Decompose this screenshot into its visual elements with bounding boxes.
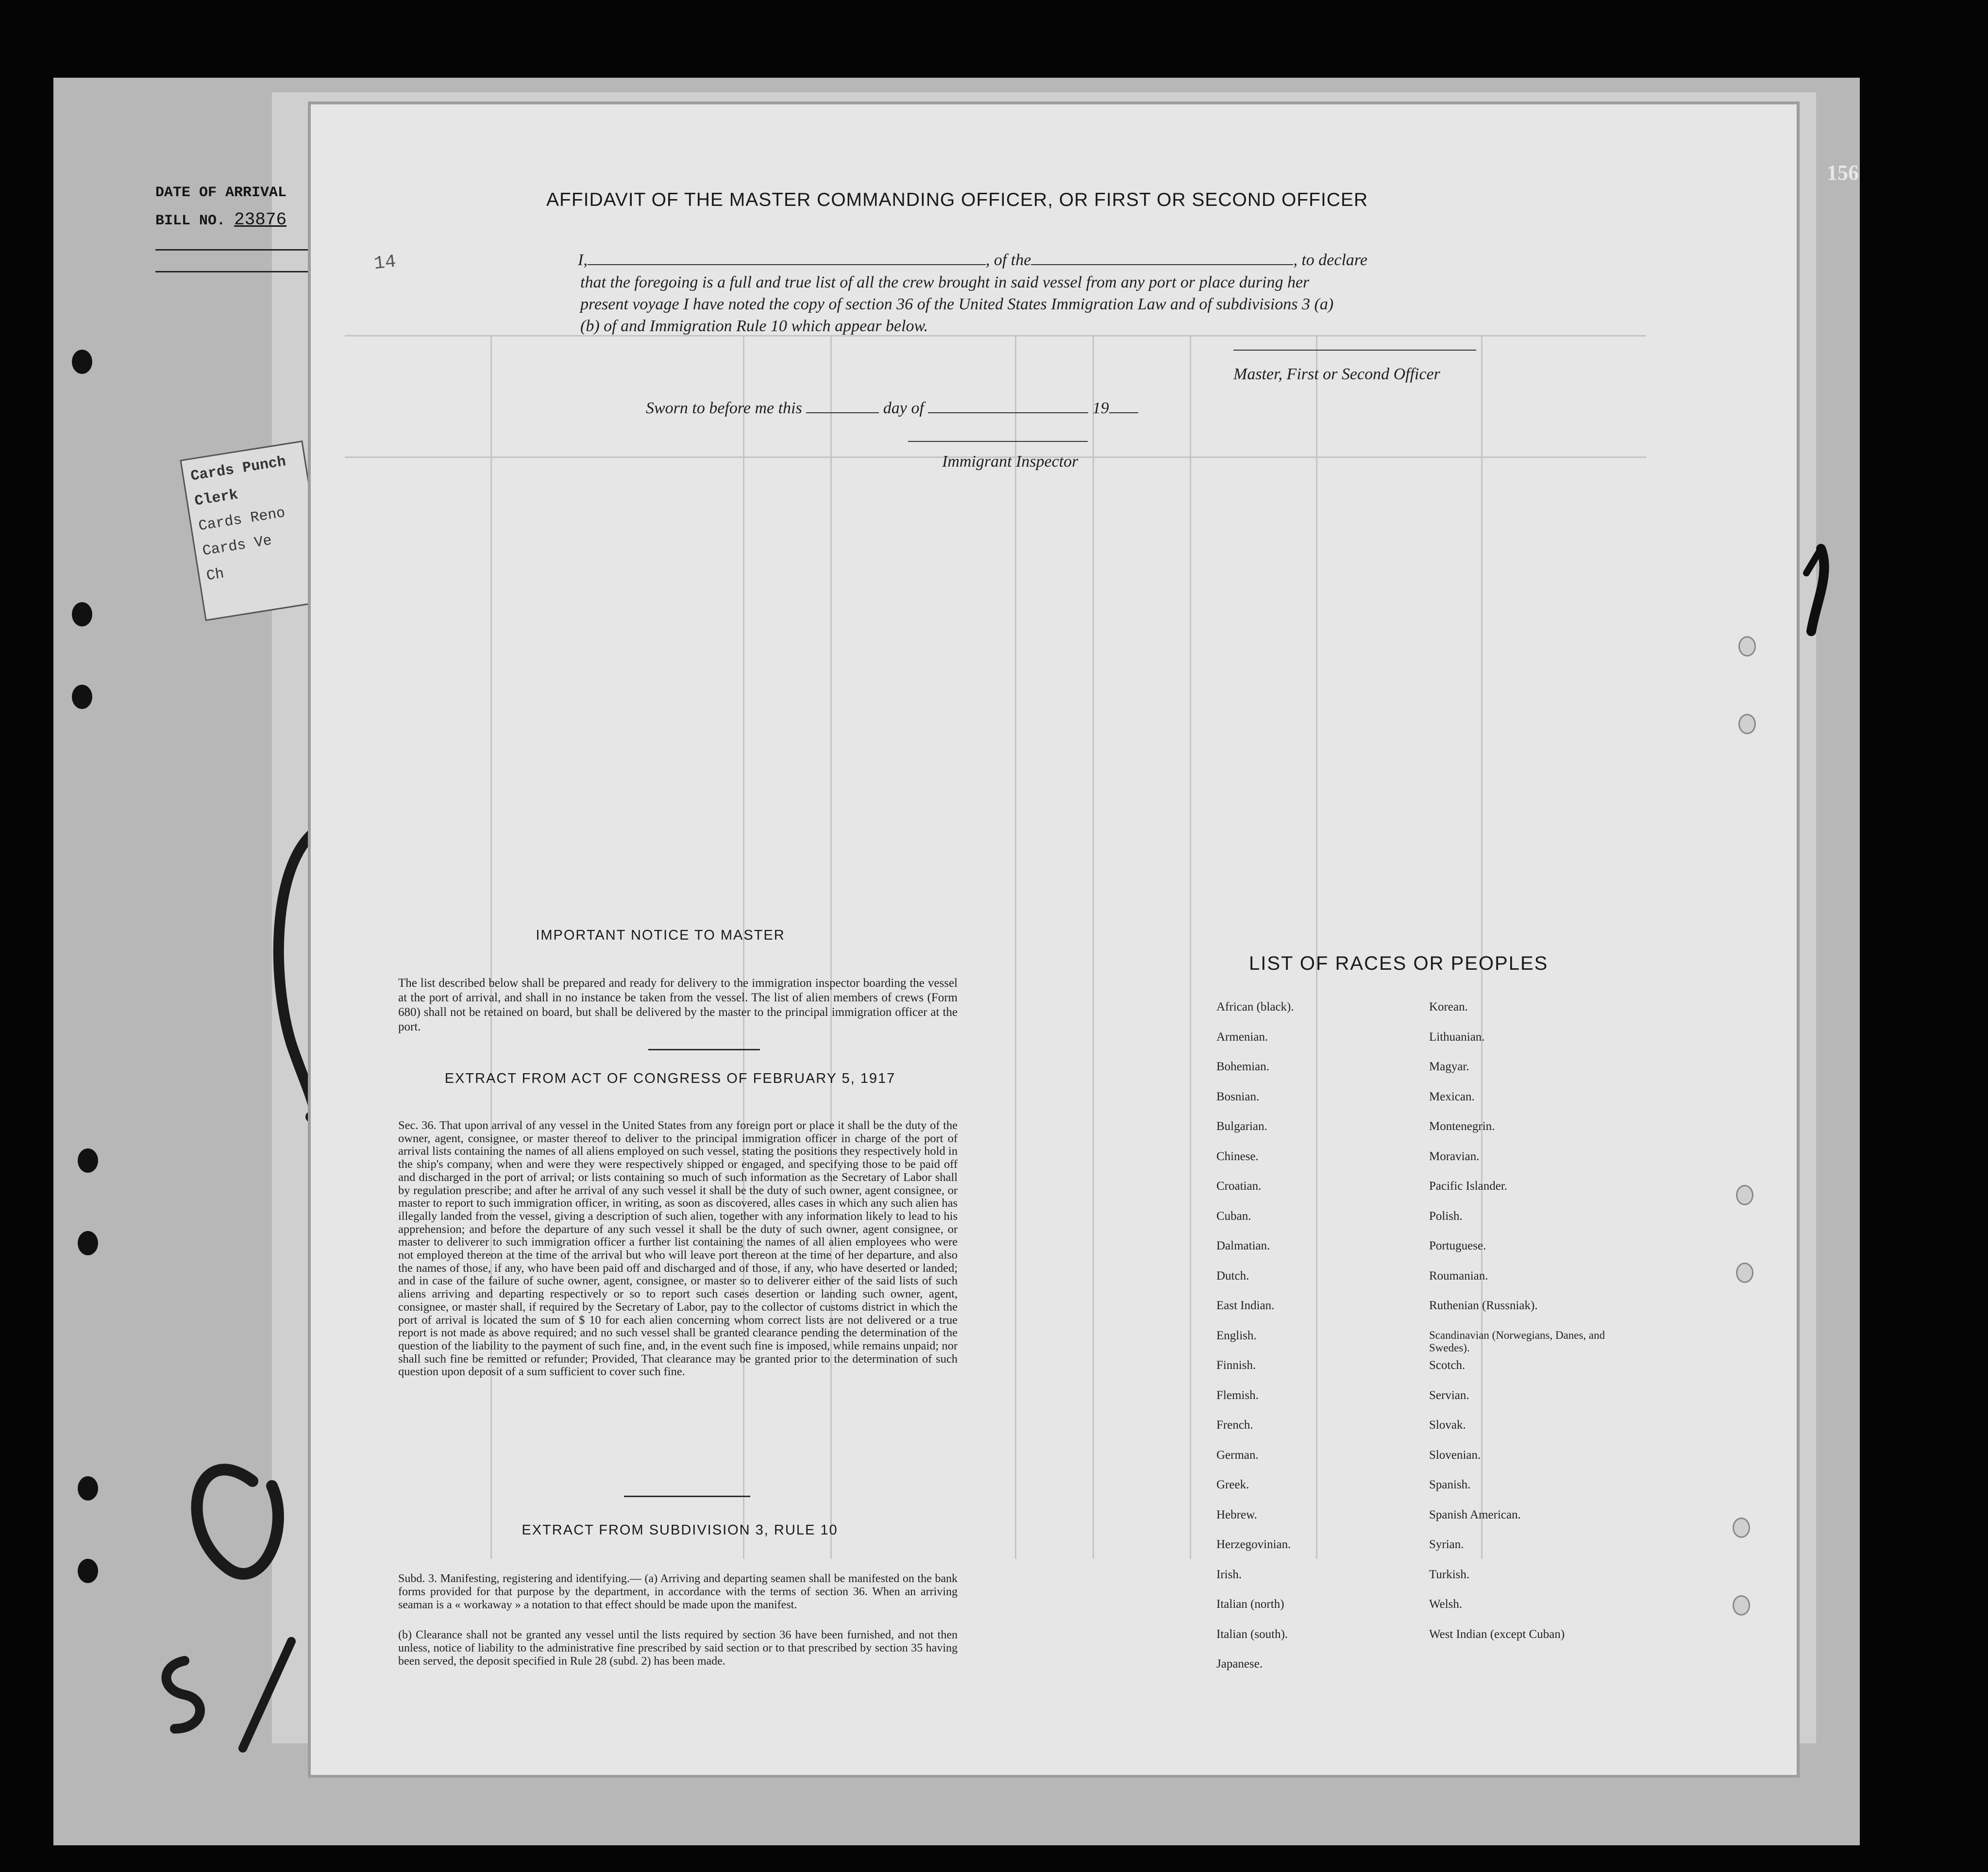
page-number: 156 xyxy=(1827,161,1859,185)
sworn-year: 19 xyxy=(1092,399,1109,417)
declaration-to-declare: , to declare xyxy=(1293,251,1367,269)
ghost-col xyxy=(1093,335,1094,1559)
inspector-signature-line[interactable] xyxy=(908,441,1088,442)
sworn-day-blank[interactable] xyxy=(806,412,879,413)
race-item: Armenian. xyxy=(1216,1030,1268,1044)
race-item: Korean. xyxy=(1429,1000,1468,1013)
race-item: Welsh. xyxy=(1429,1598,1463,1611)
race-item: East Indian. xyxy=(1216,1299,1275,1312)
races-column-2 xyxy=(1429,1000,1643,1657)
affidavit-title: AFFIDAVIT OF THE MASTER COMMANDING OFFICER, OR FIRST OR SECOND OFFICER xyxy=(546,189,1368,210)
declaration-line-2: that the foregoing is a full and true list of all the crew brought in said vessel from any port or place during her xyxy=(580,273,1310,291)
sheet-ring xyxy=(1736,1263,1753,1283)
race-item: Finnish. xyxy=(1216,1359,1256,1372)
sworn-day-of: day of xyxy=(883,399,924,417)
stamp-bill-number: 23876 xyxy=(234,210,287,230)
extract-rule-text-b: (b) Clearance shall not be granted any vessel until the lists required by section 36 have been furnished, and not then unless, notice of liability to the administrative fine prescribed by said section or to that prescribed by section 35 having been served, the deposit specified in Rule 28 (subd. 2) has been made. xyxy=(398,1629,958,1668)
declaration-i: I, xyxy=(578,251,588,269)
race-item: Herzegovinian. xyxy=(1216,1538,1291,1551)
race-item: African (black). xyxy=(1216,1000,1294,1013)
race-item: Ruthenian (Russniak). xyxy=(1429,1299,1538,1312)
pencil-stroke xyxy=(243,1641,291,1748)
sheet-ring xyxy=(1736,1185,1753,1205)
race-item: Pacific Islander. xyxy=(1429,1180,1508,1193)
ghost-col xyxy=(1190,335,1191,1559)
sheet-ring xyxy=(1733,1518,1750,1538)
race-item: Servian. xyxy=(1429,1388,1469,1402)
race-item: Dutch. xyxy=(1216,1269,1249,1282)
race-item: Spanish American. xyxy=(1429,1508,1521,1521)
race-item: Chinese. xyxy=(1216,1149,1259,1163)
race-item: Mexican. xyxy=(1429,1090,1475,1103)
card-label: Clerk xyxy=(193,487,239,510)
name-blank[interactable] xyxy=(588,264,986,265)
race-item: German. xyxy=(1216,1448,1259,1462)
sworn-month-blank[interactable] xyxy=(928,412,1088,413)
extract-act-title: EXTRACT FROM ACT OF CONGRESS OF FEBRUARY 5, 1917 xyxy=(444,1071,896,1086)
card-label: Cards Reno xyxy=(197,505,286,535)
sheet-ring xyxy=(1738,714,1756,734)
race-item: Scotch. xyxy=(1429,1359,1466,1372)
pencil-stroke xyxy=(197,1469,278,1574)
declaration-of-the: , of the xyxy=(985,251,1031,269)
notice-text: The list described below shall be prepared and ready for delivery to the immigration inspector boarding the vessel at the port of arrival, and shall in no instance be taken from the vessel. The list of alien members of crews (Form 680) shall not be retained on board, but shall be delivered by the master to the principal immigration officer at the port. xyxy=(398,977,958,1033)
race-item: Montenegrin. xyxy=(1429,1120,1495,1133)
section-divider xyxy=(648,1049,760,1050)
pencil-stroke xyxy=(279,835,314,1117)
master-label: Master, First or Second Officer xyxy=(1233,365,1440,383)
race-item: Cuban. xyxy=(1216,1209,1251,1223)
sworn-year-blank[interactable] xyxy=(1109,412,1138,413)
race-item: Dalmatian. xyxy=(1216,1239,1270,1252)
race-item: Portuguese. xyxy=(1429,1239,1486,1252)
sworn-line xyxy=(646,399,1277,418)
race-item: Spanish. xyxy=(1429,1478,1471,1491)
margin-note: 14 xyxy=(372,251,397,275)
ghost-col xyxy=(1015,335,1016,1559)
race-item: Moravian. xyxy=(1429,1149,1480,1163)
card-label: Ch xyxy=(205,565,225,585)
race-item: Hebrew. xyxy=(1216,1508,1257,1521)
stamp-bill-label: BILL NO. xyxy=(155,213,226,229)
race-item: Italian (north) xyxy=(1216,1598,1284,1611)
race-item: Croatian. xyxy=(1216,1180,1262,1193)
extract-rule-text-a: Subd. 3. Manifesting, registering and identifying.— (a) Arriving and departing seamen shall be manifested on the bank forms provided for that purpose by the department, in accordance with the terms of section 36. When an arriving seaman is a « workaway » a notation to that effect should be made upon the manifest. xyxy=(398,1572,958,1611)
sheet-ring xyxy=(1733,1595,1750,1616)
card-label: Cards Punch xyxy=(189,454,287,485)
race-item: Japanese. xyxy=(1216,1657,1263,1670)
race-item: Roumanian. xyxy=(1429,1269,1488,1282)
extract-act-text: Sec. 36. That upon arrival of any vessel in the United States from any foreign port or place it shall be the duty of the owner, agent, consignee, or master thereof to deliver to the principal immigration officer in charge of the port of arrival lists containing the names of all aliens employed on such vessel, stating the positions they respectively hold in the ship's company, when and were they were respectively shipped or engaged, and specifying those to be paid off and discharged in the port of arrival; or lists containing so much of such information as the Secretary of Labor shall by regulation prescribe; and after he arrival of any such vessel it shall be the duty of such owner, agent consignee, or master to report to such immigration officer, in writing, as soon as discovered, alles cases in which any such alien has illegally landed from the vessel, giving a description of such alien, together with any information likely to lead to his apprehension; and before the departure of any such vessel it shall be the duty of such owner, agent consignee, or master to deliverer to such immigration officer a further list containing the names of all alien employees who were not employed thereon at the time of the arrival but who will leave port thereon at the time of her departure, and also the names of those, if any, who have been paid off and discharged and of those, if any, who have deserted or landed; and in case of the failure of suche owner, agent, consignee, or master so to deliverer either of the said lists of such aliens arriving and departing respectively or so to report such cases desertion or landing such owner, agent, consignee, or master shall, if required by the Secretary of Labor, pay to the collector of customs district in which the port of arrival is located the sum of $ 10 for each alien concerning whom correct lists are not delivered or a true report is not made as above required; and no such vessel shall be granted clearance pending the determination of the question of the liability to the payment of such fine, and, in the event such fine is imposed, while remains unpaid; nor shall such fine be remitted or refunder; Provided, That clearance may be granted prior to the determination of such question upon deposit of a sum sufficient to cover such fine. xyxy=(398,1119,958,1379)
pencil-stroke xyxy=(167,1661,201,1729)
race-item: Scandinavian (Norwegians, Danes, and Swedes). xyxy=(1429,1329,1605,1354)
race-item: Bohemian. xyxy=(1216,1060,1270,1073)
vessel-blank[interactable] xyxy=(1031,264,1293,265)
inspector-label: Immigrant Inspector xyxy=(942,453,1078,471)
race-item: Slovenian. xyxy=(1429,1448,1481,1462)
race-item: Lithuanian. xyxy=(1429,1030,1485,1044)
declaration-line-4: (b) of and Immigration Rule 10 which appear below. xyxy=(580,317,928,335)
race-item: Turkish. xyxy=(1429,1568,1470,1581)
races-title: LIST OF RACES OR PEOPLES xyxy=(1249,953,1549,974)
race-item: Magyar. xyxy=(1429,1060,1469,1073)
ghost-rule xyxy=(345,335,1646,337)
races-column-1 xyxy=(1216,1000,1430,1687)
race-item: West Indian (except Cuban) xyxy=(1429,1627,1565,1641)
race-item: French. xyxy=(1216,1418,1253,1432)
pencil-stroke xyxy=(1806,549,1821,573)
race-item: Polish. xyxy=(1429,1209,1463,1223)
extract-rule-title: EXTRACT FROM SUBDIVISION 3, RULE 10 xyxy=(522,1522,838,1538)
sheet-ring xyxy=(1738,636,1756,657)
race-item: Italian (south). xyxy=(1216,1627,1288,1641)
race-item: Irish. xyxy=(1216,1568,1242,1581)
race-item: Bosnian. xyxy=(1216,1090,1260,1103)
stamp-date-label: DATE OF ARRIVAL xyxy=(155,185,287,201)
race-item: Flemish. xyxy=(1216,1388,1259,1402)
master-signature-line[interactable] xyxy=(1233,350,1476,351)
race-item: Greek. xyxy=(1216,1478,1249,1491)
race-item: Syrian. xyxy=(1429,1538,1464,1551)
card-label: Cards Ve xyxy=(201,532,273,560)
declaration-line-3: present voyage I have noted the copy of section 36 of the United States Immigration Law and of subdivisions 3 (a) xyxy=(580,295,1334,313)
declaration-line-1 xyxy=(578,251,1500,270)
race-item: Bulgarian. xyxy=(1216,1120,1267,1133)
race-item: Slovak. xyxy=(1429,1418,1466,1432)
sworn-text: Sworn to before me this xyxy=(646,399,802,417)
race-item: English. xyxy=(1216,1329,1257,1342)
notice-title: IMPORTANT NOTICE TO MASTER xyxy=(536,928,785,943)
section-divider xyxy=(624,1496,750,1497)
